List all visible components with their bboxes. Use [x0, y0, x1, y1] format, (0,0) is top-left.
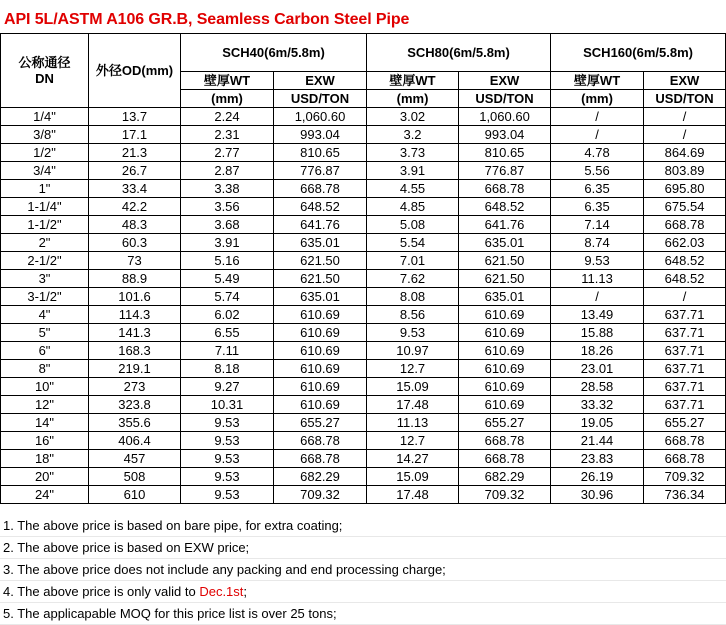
- sch160-exw-cell: 668.78: [644, 216, 726, 234]
- sch80-wt-cell: 14.27: [367, 450, 459, 468]
- exw-unit: USD/TON: [644, 90, 726, 108]
- sch160-wt-cell: /: [551, 108, 644, 126]
- sch80-wt-cell: 4.55: [367, 180, 459, 198]
- table-row: [1, 396, 726, 414]
- sch160-exw-cell: 662.03: [644, 234, 726, 252]
- table-row: [1, 252, 726, 270]
- table-row: [1, 468, 726, 486]
- od-header: 外径OD(mm): [89, 34, 181, 108]
- od-cell: 48.3: [89, 216, 181, 234]
- sch160-wt-cell: 5.56: [551, 162, 644, 180]
- sch160-exw-cell: /: [644, 288, 726, 306]
- table-row: [1, 288, 726, 306]
- sch80-wt-cell: 7.62: [367, 270, 459, 288]
- sch40-exw-cell: 641.76: [274, 216, 367, 234]
- sch40-wt-cell: 6.02: [181, 306, 274, 324]
- table-row: [1, 360, 726, 378]
- od-cell: 60.3: [89, 234, 181, 252]
- dn-cell: 3-1/2": [1, 288, 89, 306]
- page-title: API 5L/ASTM A106 GR.B, Seamless Carbon Steel Pipe: [4, 11, 410, 28]
- sch160-exw-cell: 695.80: [644, 180, 726, 198]
- sch80-exw-cell: 993.04: [459, 126, 551, 144]
- dn-cell: 6": [1, 342, 89, 360]
- sch40-exw-cell: 610.69: [274, 342, 367, 360]
- sch160-wt-cell: 30.96: [551, 486, 644, 504]
- sch40-wt-cell: 9.53: [181, 486, 274, 504]
- sch40-wt-cell: 8.18: [181, 360, 274, 378]
- dn-cell: 8": [1, 360, 89, 378]
- dn-cell: 1": [1, 180, 89, 198]
- sch80-exw-cell: 668.78: [459, 432, 551, 450]
- sch160-wt-cell: 21.44: [551, 432, 644, 450]
- dn-header-en: DN: [35, 70, 54, 86]
- od-cell: 141.3: [89, 324, 181, 342]
- dn-cell: 24": [1, 486, 89, 504]
- exw-unit: USD/TON: [459, 90, 551, 108]
- sch40-wt-cell: 2.77: [181, 144, 274, 162]
- od-cell: 26.7: [89, 162, 181, 180]
- note-item: 4. The above price is only valid to Dec.1st;: [0, 581, 726, 603]
- sch160-wt-cell: 6.35: [551, 180, 644, 198]
- sch40-exw-cell: 621.50: [274, 270, 367, 288]
- table-row: [1, 216, 726, 234]
- sch80-wt-cell: 17.48: [367, 396, 459, 414]
- wt-header: 壁厚WT: [551, 72, 644, 90]
- od-cell: 73: [89, 252, 181, 270]
- sch160-wt-cell: 13.49: [551, 306, 644, 324]
- sch40-wt-cell: 9.53: [181, 450, 274, 468]
- table-row: [1, 144, 726, 162]
- note-item: 1. The above price is based on bare pipe, for extra coating;: [0, 515, 726, 537]
- dn-cell: 5": [1, 324, 89, 342]
- sch40-exw-cell: 610.69: [274, 360, 367, 378]
- od-cell: 17.1: [89, 126, 181, 144]
- dn-cell: 4": [1, 306, 89, 324]
- sch160-wt-cell: 6.35: [551, 198, 644, 216]
- sch80-wt-cell: 9.53: [367, 324, 459, 342]
- od-cell: 273: [89, 378, 181, 396]
- sch80-exw-cell: 776.87: [459, 162, 551, 180]
- sch40-header: SCH40(6m/5.8m): [181, 34, 367, 72]
- note-item: 5. The applicapable MOQ for this price list is over 25 tons;: [0, 603, 726, 625]
- price-rows: [1, 108, 726, 504]
- sch160-exw-cell: 736.34: [644, 486, 726, 504]
- sch40-exw-cell: 610.69: [274, 324, 367, 342]
- wt-unit: (mm): [551, 90, 644, 108]
- exw-unit: USD/TON: [274, 90, 367, 108]
- sch80-exw-cell: 641.76: [459, 216, 551, 234]
- sch80-exw-cell: 621.50: [459, 270, 551, 288]
- sch80-exw-cell: 682.29: [459, 468, 551, 486]
- od-cell: 610: [89, 486, 181, 504]
- sch80-wt-cell: 5.54: [367, 234, 459, 252]
- sch40-wt-cell: 9.53: [181, 414, 274, 432]
- sch40-wt-cell: 9.27: [181, 378, 274, 396]
- sch80-exw-cell: 709.32: [459, 486, 551, 504]
- sch160-exw-cell: /: [644, 108, 726, 126]
- validity-date: Dec.1st: [199, 584, 244, 599]
- dn-cell: 2": [1, 234, 89, 252]
- sch80-wt-cell: 12.7: [367, 360, 459, 378]
- sch80-wt-cell: 15.09: [367, 468, 459, 486]
- sch80-wt-cell: 5.08: [367, 216, 459, 234]
- sch80-exw-cell: 610.69: [459, 378, 551, 396]
- sch80-exw-cell: 648.52: [459, 198, 551, 216]
- sch40-wt-cell: 3.68: [181, 216, 274, 234]
- sch40-wt-cell: 6.55: [181, 324, 274, 342]
- dn-cell: 16": [1, 432, 89, 450]
- dn-cell: 1/2": [1, 144, 89, 162]
- table-row: [1, 324, 726, 342]
- sch40-wt-cell: 9.53: [181, 468, 274, 486]
- sch160-wt-cell: 28.58: [551, 378, 644, 396]
- od-cell: 42.2: [89, 198, 181, 216]
- dn-cell: 3/4": [1, 162, 89, 180]
- sch40-exw-cell: 993.04: [274, 126, 367, 144]
- sch40-exw-cell: 635.01: [274, 234, 367, 252]
- dn-cell: 3": [1, 270, 89, 288]
- sch160-exw-cell: 637.71: [644, 360, 726, 378]
- sch40-exw-cell: 648.52: [274, 198, 367, 216]
- sch40-wt-cell: 3.56: [181, 198, 274, 216]
- sch80-exw-cell: 635.01: [459, 288, 551, 306]
- od-cell: 88.9: [89, 270, 181, 288]
- sch80-exw-cell: 668.78: [459, 180, 551, 198]
- sch80-wt-cell: 3.73: [367, 144, 459, 162]
- sch160-exw-cell: 864.69: [644, 144, 726, 162]
- sch40-exw-cell: 635.01: [274, 288, 367, 306]
- sch40-exw-cell: 776.87: [274, 162, 367, 180]
- sch40-exw-cell: 1,060.60: [274, 108, 367, 126]
- sch160-exw-cell: 655.27: [644, 414, 726, 432]
- sch160-wt-cell: 8.74: [551, 234, 644, 252]
- notes: [0, 515, 726, 625]
- od-cell: 114.3: [89, 306, 181, 324]
- od-cell: 21.3: [89, 144, 181, 162]
- od-cell: 406.4: [89, 432, 181, 450]
- sch40-exw-cell: 610.69: [274, 396, 367, 414]
- sch80-exw-cell: 635.01: [459, 234, 551, 252]
- sch40-wt-cell: 10.31: [181, 396, 274, 414]
- sch160-exw-cell: /: [644, 126, 726, 144]
- table-row: [1, 450, 726, 468]
- sch160-exw-cell: 637.71: [644, 396, 726, 414]
- wt-header: 壁厚WT: [181, 72, 274, 90]
- od-cell: 355.6: [89, 414, 181, 432]
- od-cell: 457: [89, 450, 181, 468]
- sch40-exw-cell: 610.69: [274, 306, 367, 324]
- sch160-wt-cell: 11.13: [551, 270, 644, 288]
- exw-header: EXW: [459, 72, 551, 90]
- sch40-wt-cell: 2.31: [181, 126, 274, 144]
- table-row: [1, 378, 726, 396]
- sch80-wt-cell: 3.91: [367, 162, 459, 180]
- wt-header: 壁厚WT: [367, 72, 459, 90]
- sch160-wt-cell: 7.14: [551, 216, 644, 234]
- dn-cell: 10": [1, 378, 89, 396]
- od-cell: 508: [89, 468, 181, 486]
- dn-header: [1, 34, 89, 108]
- sch40-wt-cell: 5.16: [181, 252, 274, 270]
- table-row: [1, 180, 726, 198]
- dn-cell: 3/8": [1, 126, 89, 144]
- sch40-wt-cell: 2.24: [181, 108, 274, 126]
- sch40-exw-cell: 668.78: [274, 432, 367, 450]
- sch80-exw-cell: 655.27: [459, 414, 551, 432]
- table-row: [1, 198, 726, 216]
- sch40-exw-cell: 610.69: [274, 378, 367, 396]
- sch160-exw-cell: 637.71: [644, 324, 726, 342]
- table-row: [1, 270, 726, 288]
- sch160-wt-cell: 9.53: [551, 252, 644, 270]
- table-row: [1, 234, 726, 252]
- sch80-exw-cell: 668.78: [459, 450, 551, 468]
- sch40-wt-cell: 5.49: [181, 270, 274, 288]
- table-row: [1, 414, 726, 432]
- dn-cell: 14": [1, 414, 89, 432]
- sch40-wt-cell: 2.87: [181, 162, 274, 180]
- sch160-exw-cell: 637.71: [644, 342, 726, 360]
- sch160-wt-cell: 23.83: [551, 450, 644, 468]
- sch40-exw-cell: 682.29: [274, 468, 367, 486]
- note-item: 3. The above price does not include any packing and end processing charge;: [0, 559, 726, 581]
- sch80-exw-cell: 610.69: [459, 342, 551, 360]
- sch160-wt-cell: 33.32: [551, 396, 644, 414]
- sch40-wt-cell: 3.91: [181, 234, 274, 252]
- sch80-wt-cell: 4.85: [367, 198, 459, 216]
- sch160-wt-cell: /: [551, 126, 644, 144]
- exw-header: EXW: [644, 72, 726, 90]
- od-cell: 168.3: [89, 342, 181, 360]
- sch40-wt-cell: 5.74: [181, 288, 274, 306]
- sch160-wt-cell: 26.19: [551, 468, 644, 486]
- sch40-wt-cell: 7.11: [181, 342, 274, 360]
- dn-cell: 1-1/2": [1, 216, 89, 234]
- sch160-header: SCH160(6m/5.8m): [551, 34, 726, 72]
- note-item: 2. The above price is based on EXW price;: [0, 537, 726, 559]
- sch160-wt-cell: /: [551, 288, 644, 306]
- sch80-header: SCH80(6m/5.8m): [367, 34, 551, 72]
- sch40-exw-cell: 709.32: [274, 486, 367, 504]
- sch40-wt-cell: 9.53: [181, 432, 274, 450]
- od-cell: 101.6: [89, 288, 181, 306]
- sch80-exw-cell: 610.69: [459, 360, 551, 378]
- od-cell: 13.7: [89, 108, 181, 126]
- sch40-exw-cell: 810.65: [274, 144, 367, 162]
- sch40-wt-cell: 3.38: [181, 180, 274, 198]
- price-table: [0, 33, 726, 504]
- sch80-wt-cell: 15.09: [367, 378, 459, 396]
- dn-cell: 2-1/2": [1, 252, 89, 270]
- sch80-exw-cell: 810.65: [459, 144, 551, 162]
- sch160-exw-cell: 637.71: [644, 306, 726, 324]
- dn-header-cn: 公称通径: [18, 54, 71, 70]
- sch160-exw-cell: 648.52: [644, 270, 726, 288]
- od-cell: 323.8: [89, 396, 181, 414]
- exw-header: EXW: [274, 72, 367, 90]
- sch80-exw-cell: 621.50: [459, 252, 551, 270]
- sch80-wt-cell: 8.56: [367, 306, 459, 324]
- sch80-wt-cell: 12.7: [367, 432, 459, 450]
- sch80-wt-cell: 10.97: [367, 342, 459, 360]
- sch40-exw-cell: 655.27: [274, 414, 367, 432]
- sch80-wt-cell: 11.13: [367, 414, 459, 432]
- dn-cell: 1-1/4": [1, 198, 89, 216]
- od-cell: 219.1: [89, 360, 181, 378]
- dn-cell: 12": [1, 396, 89, 414]
- table-row: [1, 306, 726, 324]
- sch160-exw-cell: 803.89: [644, 162, 726, 180]
- sch40-exw-cell: 668.78: [274, 180, 367, 198]
- sch160-exw-cell: 709.32: [644, 468, 726, 486]
- sch40-exw-cell: 668.78: [274, 450, 367, 468]
- sch160-exw-cell: 675.54: [644, 198, 726, 216]
- sch80-wt-cell: 17.48: [367, 486, 459, 504]
- sch160-exw-cell: 637.71: [644, 378, 726, 396]
- sch160-wt-cell: 18.26: [551, 342, 644, 360]
- table-row: [1, 108, 726, 126]
- table-row: [1, 432, 726, 450]
- sch160-exw-cell: 648.52: [644, 252, 726, 270]
- sch160-wt-cell: 15.88: [551, 324, 644, 342]
- dn-cell: 18": [1, 450, 89, 468]
- sch80-exw-cell: 610.69: [459, 396, 551, 414]
- sch160-exw-cell: 668.78: [644, 432, 726, 450]
- table-row: [1, 342, 726, 360]
- sch80-wt-cell: 7.01: [367, 252, 459, 270]
- sch80-wt-cell: 8.08: [367, 288, 459, 306]
- sch160-wt-cell: 19.05: [551, 414, 644, 432]
- wt-unit: (mm): [367, 90, 459, 108]
- od-cell: 33.4: [89, 180, 181, 198]
- table-row: [1, 486, 726, 504]
- sch80-wt-cell: 3.02: [367, 108, 459, 126]
- sch160-exw-cell: 668.78: [644, 450, 726, 468]
- dn-cell: 20": [1, 468, 89, 486]
- sch80-exw-cell: 610.69: [459, 306, 551, 324]
- sch160-wt-cell: 4.78: [551, 144, 644, 162]
- wt-unit: (mm): [181, 90, 274, 108]
- sch80-wt-cell: 3.2: [367, 126, 459, 144]
- table-row: [1, 126, 726, 144]
- dn-cell: 1/4": [1, 108, 89, 126]
- sch40-exw-cell: 621.50: [274, 252, 367, 270]
- sch80-exw-cell: 1,060.60: [459, 108, 551, 126]
- sch80-exw-cell: 610.69: [459, 324, 551, 342]
- table-row: [1, 162, 726, 180]
- sch160-wt-cell: 23.01: [551, 360, 644, 378]
